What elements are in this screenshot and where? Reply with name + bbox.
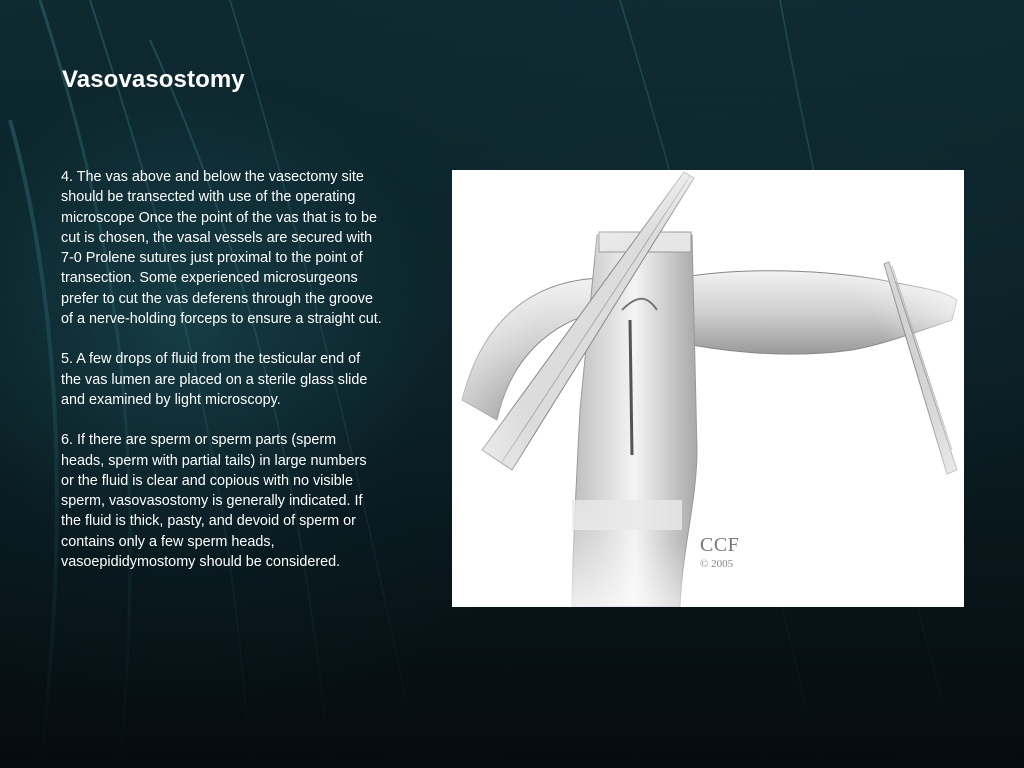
- paragraph-step-6: 6. If there are sperm or sperm parts (sperm heads, sperm with partial tails) in large numbers or the fluid is clear and copious with no visible sperm, vasovasostomy is generally indicated. If the fluid is thick, pasty, and devoid of sperm or contains only a few sperm heads, vasoepididymostomy should be considered.: [61, 432, 367, 571]
- figure-credit-year: © 2005: [700, 558, 734, 570]
- figure-credit: CCF: [700, 534, 740, 556]
- paragraph-step-4: 4. The vas above and below the vasectomy site should be transected with use of the operating microscope Once the point of the vas that is to be cut is chosen, the vasal vessels are secured with 7-0 Prolene sutures just proximal to the point of transection. Some experienced microsurgeons prefer to cut the vas deferens through the groove of a nerve-holding forceps to ensure a straight cut.: [61, 169, 382, 328]
- body-text: [61, 167, 383, 592]
- surgical-illustration: [452, 170, 964, 607]
- paragraph-step-5: 5. A few drops of fluid from the testicular end of the vas lumen are placed on a sterile glass slide and examined by light microscopy.: [61, 351, 368, 408]
- slide-title: Vasovasostomy: [62, 66, 245, 93]
